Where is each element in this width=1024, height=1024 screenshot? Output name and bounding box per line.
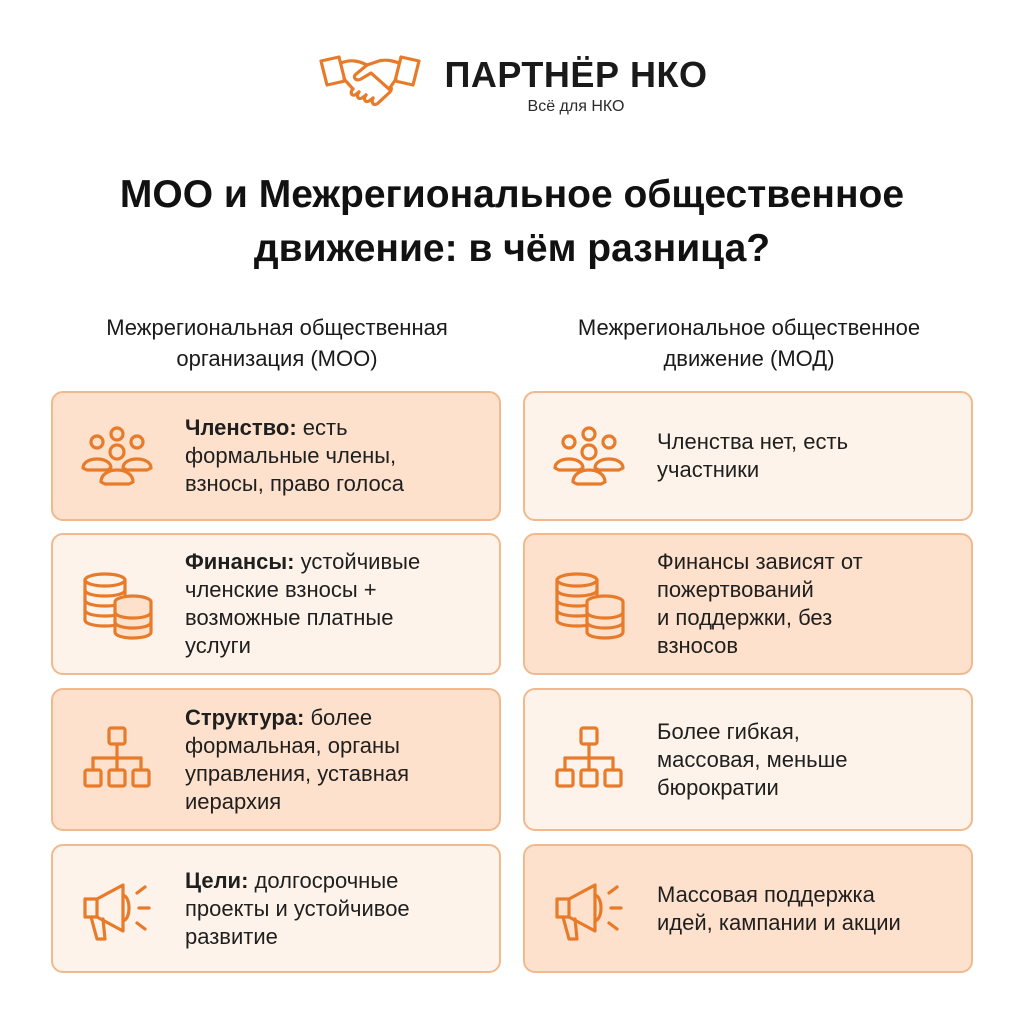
card-line: участники [657,457,760,482]
card-text [185,548,485,660]
card-text [657,881,957,937]
card-label: Финансы: [185,549,295,574]
card-line: проекты и устойчивое [185,895,410,921]
card-line [185,704,485,732]
card-line: услуги [185,633,251,658]
coins-stack-icon [77,564,157,644]
card-label: Структура: [185,704,305,730]
card-line: возможные платные [185,605,394,630]
coins-stack-icon [549,564,629,644]
column-heading-line: организация (МОО) [176,346,378,371]
card-line [185,867,485,895]
card-mod-structure [523,688,973,831]
card-mod-finance [523,533,973,675]
card-text [657,548,957,660]
card-line: пожертвований [657,577,814,602]
card-line [185,414,485,442]
card-line-rest: более [304,704,373,730]
card-line: Членства нет, есть [657,429,849,454]
card-line: и поддержки, без [657,605,833,630]
page-title-line-1: МОО и Межрегиональное общественное [119,173,905,216]
card-text [185,867,485,951]
column-heading-line: Межрегиональное общественное [577,315,921,340]
megaphone-icon [549,869,629,949]
brand-name: ПАРТНЁР НКО [444,54,708,95]
people-group-icon [77,416,157,496]
page-title [0,168,1024,276]
card-label: Цели: [185,867,249,893]
card-line: иерархия [185,788,282,814]
handshake-icon [317,51,423,121]
people-group-icon [549,416,629,496]
hierarchy-icon [549,720,629,800]
card-text [657,718,957,802]
card-label: Членство: [185,415,297,440]
card-line: Массовая поддержка [657,881,875,907]
card-line: Финансы зависят от [657,549,863,574]
card-line: взносов [657,633,739,658]
card-line: взносы, право голоса [185,471,404,496]
card-line: управления, уставная [185,760,410,786]
page-title-line-2: движение: в чём разница? [253,227,771,270]
card-line [185,548,485,576]
brand-text [445,55,708,117]
card-moo-goals [51,844,501,973]
card-line: бюрократии [657,774,779,800]
card-line-rest: долгосрочные [248,867,399,893]
card-line: массовая, меньше [657,746,848,772]
card-moo-finance [51,533,501,675]
card-moo-structure [51,688,501,831]
brand-header [0,50,1024,122]
column-heading-moo [42,312,512,374]
megaphone-icon [77,869,157,949]
card-mod-goals [523,844,973,973]
card-line: формальная, органы [185,732,400,758]
brand-tagline: Всё для НКО [527,98,625,115]
card-line: идей, кампании и акции [657,909,901,935]
card-line-rest: есть [296,415,348,440]
card-mod-membership [523,391,973,521]
card-text [657,428,957,484]
hierarchy-icon [77,720,157,800]
column-heading-line: движение (МОД) [663,346,835,371]
card-text [185,704,485,816]
card-text [185,414,485,498]
card-line: развитие [185,923,278,949]
card-moo-membership [51,391,501,521]
card-line: членские взносы + [185,577,377,602]
card-line-rest: устойчивые [294,549,421,574]
card-line: формальные члены, [185,443,397,468]
column-heading-mod [514,312,984,374]
card-line: Более гибкая, [657,718,800,744]
column-heading-line: Межрегиональная общественная [106,315,448,340]
